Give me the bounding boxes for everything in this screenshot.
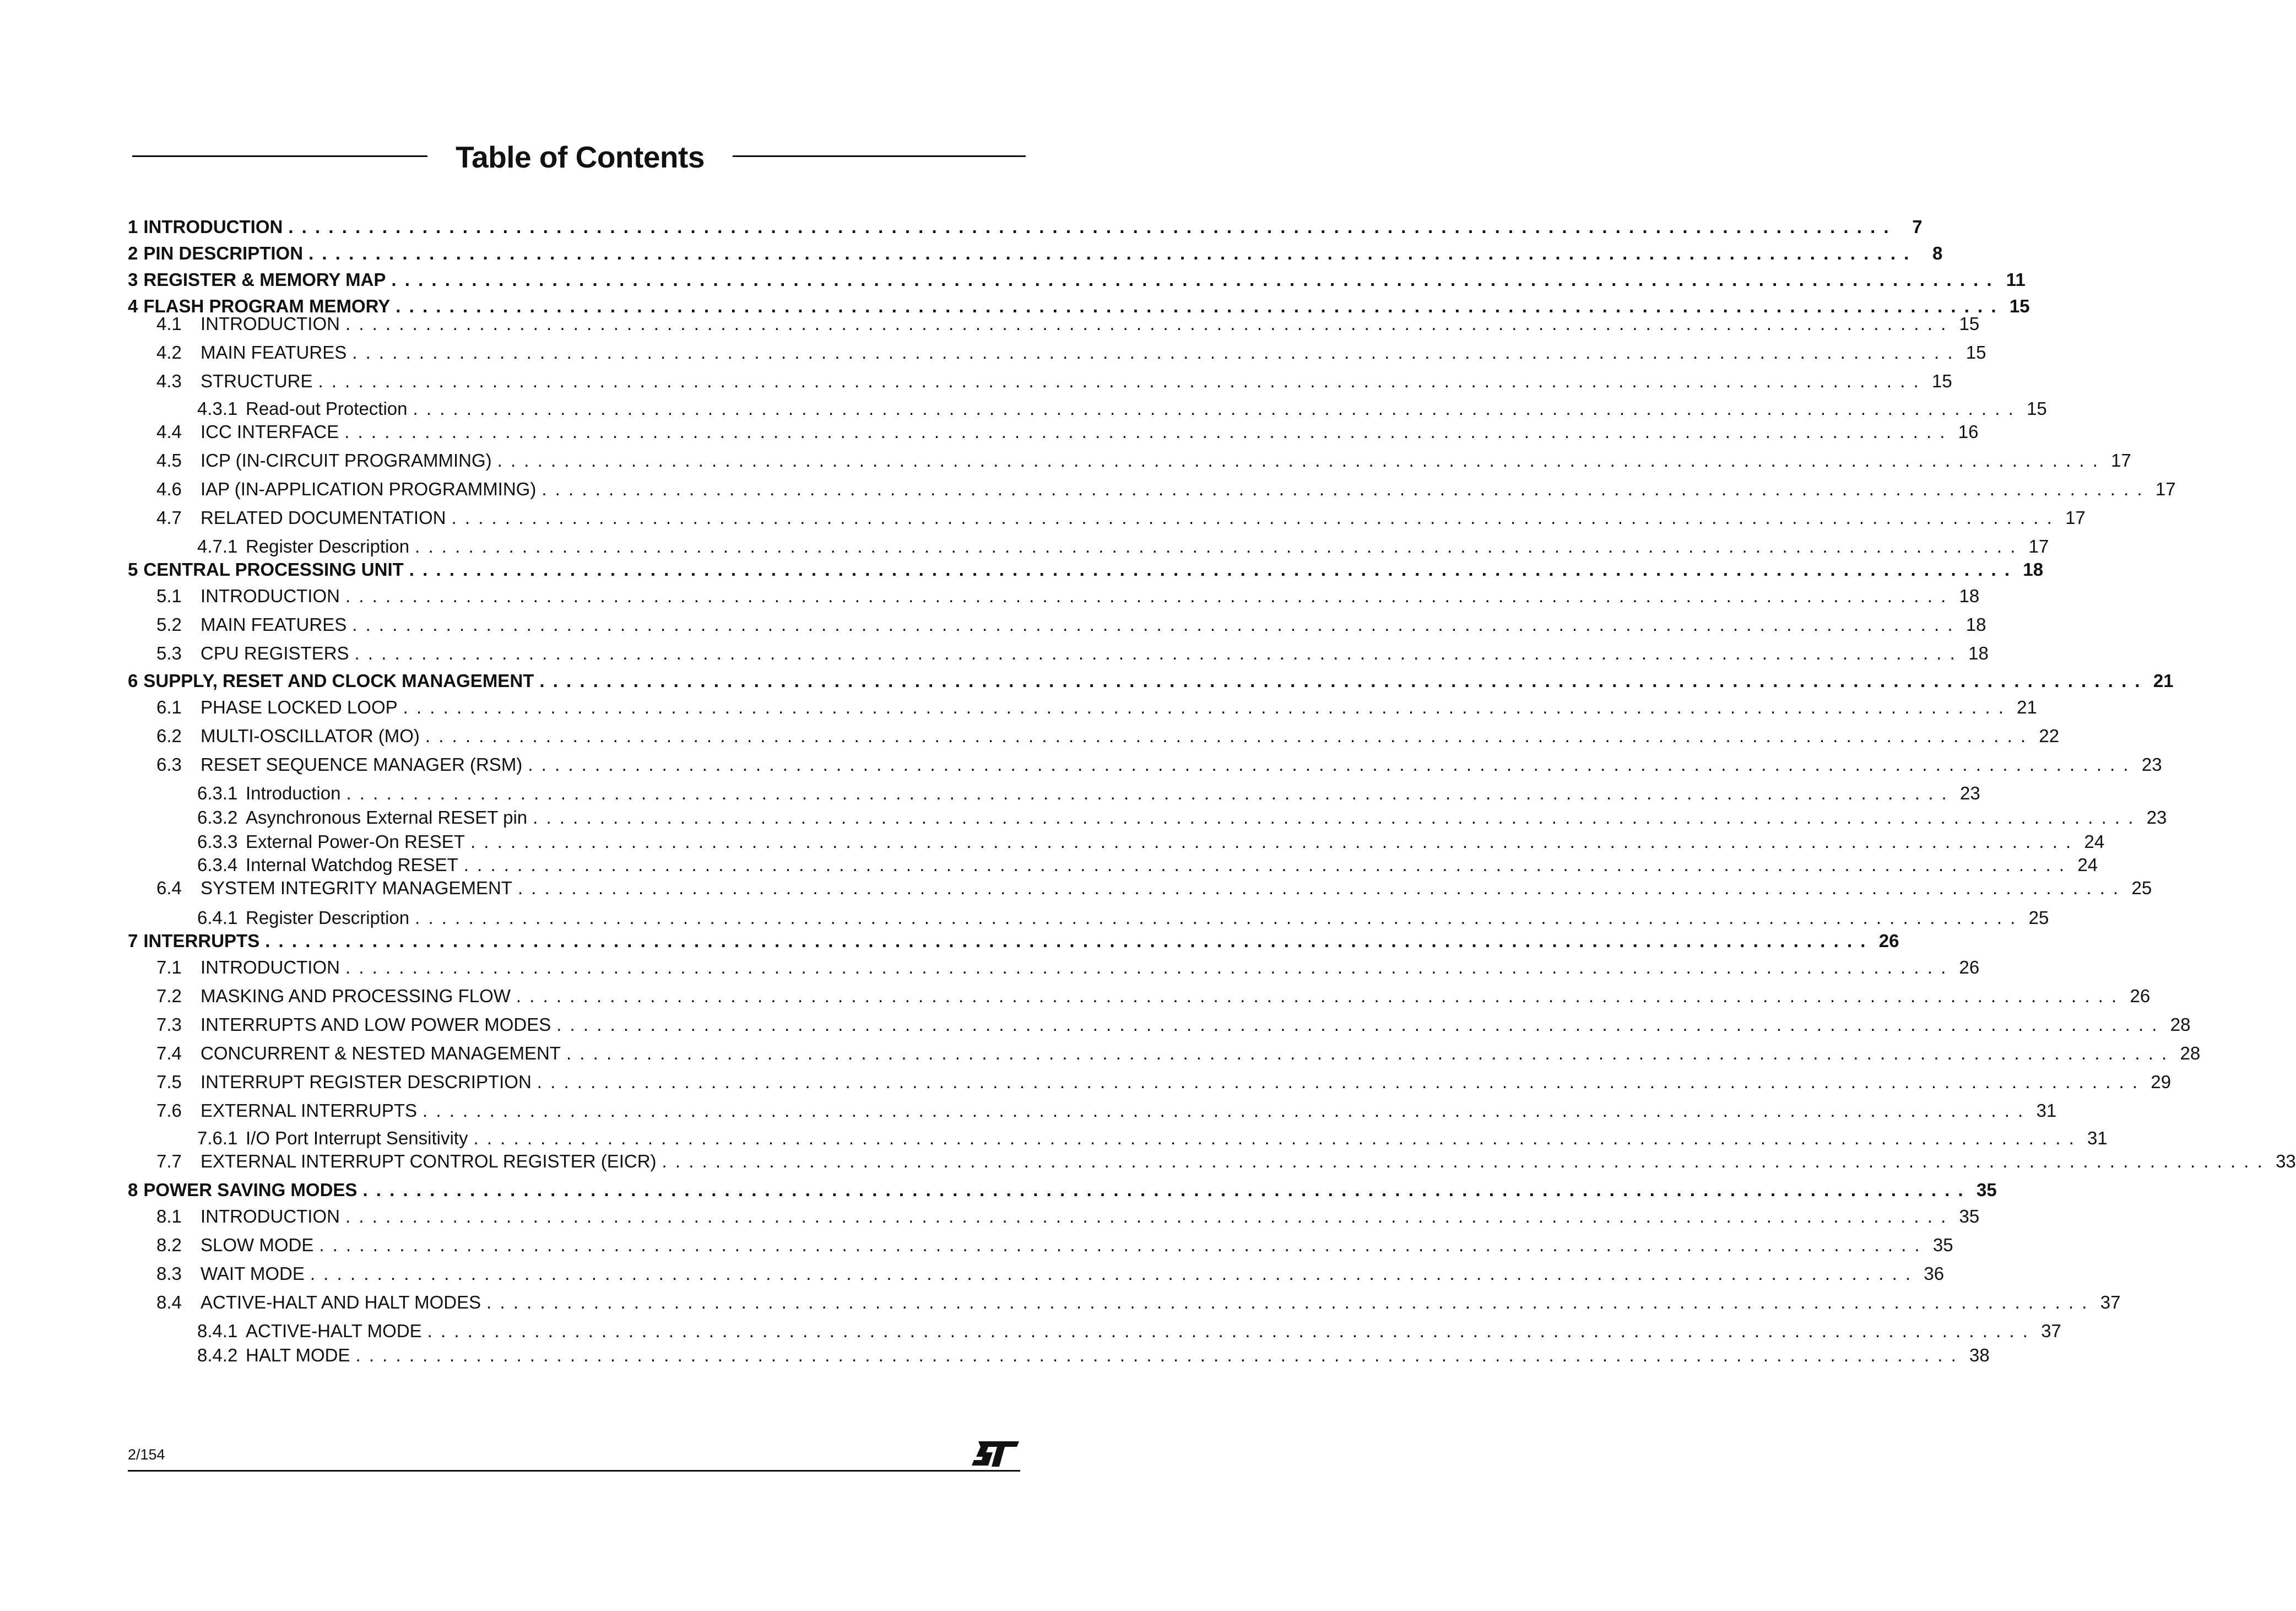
- toc-dot-leader: . . . . . . . . . . . . . . . . . . . . . . . . . . . . . . . . . . . . . . . . . . . . . . . . . . . . . . . . . . . . . . . . . . . . . . . . . . . . . . . . . . . . . . . . . . . . . . . . . . . . . . . . . . . . . . . . . . . . . . . .: [354, 643, 1957, 663]
- toc-dot-leader: . . . . . . . . . . . . . . . . . . . . . . . . . . . . . . . . . . . . . . . . . . . . . . . . . . . . . . . . . . . . . . . . . . . . . . . . . . . . . . . . . . . . . . . . . . . . . . . . . . . . . . . . . . . . . . . . . . . . . . . .: [352, 614, 1954, 635]
- toc-entry-title: Read-out Protection: [246, 398, 408, 419]
- toc-entry[interactable]: [128, 1071, 2172, 1093]
- toc-entry-title: MAIN FEATURES: [201, 614, 347, 635]
- toc-entry-number: 1: [128, 217, 138, 237]
- toc-dot-leader: . . . . . . . . . . . . . . . . . . . . . . . . . . . . . . . . . . . . . . . . . . . . . . . . . . . . . . . . . . . . . . . . . . . . . . . . . . . . . . . . . . . . . . . . . . . . . . . . . . . . . . . . . . . . . . . . . . . . . . . .: [396, 296, 1998, 316]
- toc-entry-page: 18: [1965, 614, 1986, 635]
- toc-entry[interactable]: [128, 1150, 2296, 1172]
- toc-entry-number: 4.7.1: [197, 536, 238, 556]
- toc-entry-page: 36: [1924, 1263, 1945, 1284]
- toc-entry-page: 26: [1959, 957, 1980, 977]
- toc-entry[interactable]: [128, 985, 2151, 1007]
- toc-entry-number: 4.6: [156, 479, 182, 499]
- toc-entry-title: REGISTER & MEMORY MAP: [143, 269, 386, 290]
- toc-entry[interactable]: [128, 507, 2086, 529]
- toc-dot-leader: . . . . . . . . . . . . . . . . . . . . . . . . . . . . . . . . . . . . . . . . . . . . . . . . . . . . . . . . . . . . . . . . . . . . . . . . . . . . . . . . . . . . . . . . . . . . . . . . . . . . . . . . . . . . . . . . . . . . . . . .: [344, 421, 1947, 442]
- toc-dot-leader: . . . . . . . . . . . . . . . . . . . . . . . . . . . . . . . . . . . . . . . . . . . . . . . . . . . . . . . . . . . . . . . . . . . . . . . . . . . . . . . . . . . . . . . . . . . . . . . . . . . . . . . . . . . . . . . . . . . . . . . .: [425, 726, 2028, 746]
- toc-dot-leader: . . . . . . . . . . . . . . . . . . . . . . . . . . . . . . . . . . . . . . . . . . . . . . . . . . . . . . . . . . . . . . . . . . . . . . . . . . . . . . . . . . . . . . . . . . . . . . . . . . . . . . . . . . . . . . . . . . . . . . . .: [470, 831, 2073, 852]
- toc-entry[interactable]: [128, 877, 2152, 899]
- toc-entry[interactable]: [128, 754, 2162, 776]
- toc-entry-page: 37: [2041, 1321, 2061, 1341]
- toc-dot-leader: . . . . . . . . . . . . . . . . . . . . . . . . . . . . . . . . . . . . . . . . . . . . . . . . . . . . . . . . . . . . . . . . . . . . . . . . . . . . . . . . . . . . . . . . . . . . . . . . . . . . . . . . . . . . . . . . . . . . . . . .: [486, 1292, 2089, 1312]
- toc-entry-page: 18: [1959, 586, 1980, 606]
- toc-entry-title: RESET SEQUENCE MANAGER (RSM): [201, 754, 523, 775]
- toc-entry-title: Register Description: [246, 536, 410, 556]
- toc-entry-title: SYSTEM INTEGRITY MANAGEMENT: [201, 878, 512, 898]
- toc-entry-page: 28: [2180, 1043, 2201, 1063]
- toc-entry-title: INTRODUCTION: [201, 957, 340, 977]
- toc-entry-number: 6.3.2: [197, 807, 238, 828]
- toc-entry-title: SUPPLY, RESET AND CLOCK MANAGEMENT: [143, 671, 534, 691]
- toc-entry-page: 15: [2009, 296, 2030, 316]
- toc-entry[interactable]: [128, 370, 1952, 392]
- toc-entry-number: 8.3: [156, 1263, 182, 1284]
- toc-dot-leader: . . . . . . . . . . . . . . . . . . . . . . . . . . . . . . . . . . . . . . . . . . . . . . . . . . . . . . . . . . . . . . . . . . . . . . . . . . . . . . . . . . . . . . . . . . . . . . . . . . . . . . . . . . . . . . . . . . . . . . . .: [345, 586, 1948, 606]
- toc-dot-leader: . . . . . . . . . . . . . . . . . . . . . . . . . . . . . . . . . . . . . . . . . . . . . . . . . . . . . . . . . . . . . . . . . . . . . . . . . . . . . . . . . . . . . . . . . . . . . . . . . . . . . . . . . . . . . . . . . . . . . . . .: [497, 450, 2099, 471]
- toc-entry-number: 4.3.1: [197, 398, 238, 419]
- toc-entry-number: 4: [128, 296, 138, 316]
- toc-entry-number: 2: [128, 243, 138, 263]
- toc-entry-title: RELATED DOCUMENTATION: [201, 507, 446, 528]
- toc-entry-page: 15: [1932, 371, 1952, 391]
- toc-entry-number: 5: [128, 559, 138, 580]
- toc-entry-page: 28: [2170, 1014, 2191, 1035]
- toc-dot-leader: . . . . . . . . . . . . . . . . . . . . . . . . . . . . . . . . . . . . . . . . . . . . . . . . . . . . . . . . . . . . . . . . . . . . . . . . . . . . . . . . . . . . . . . . . . . . . . . . . . . . . . . . . . . . . . . . . . . . . . . .: [265, 931, 1867, 951]
- toc-entry-title: INTRODUCTION: [143, 217, 283, 237]
- toc-entry[interactable]: [128, 269, 2026, 291]
- toc-entry-title: INTRODUCTION: [201, 1206, 340, 1226]
- toc-entry-page: 17: [2155, 479, 2176, 499]
- toc-entry-number: 8.4.1: [197, 1321, 238, 1341]
- toc-entry-number: 8.4.2: [197, 1345, 238, 1365]
- toc-entry-title: FLASH PROGRAM MEMORY: [143, 296, 391, 316]
- st-logo: [971, 1439, 1020, 1469]
- toc-dot-leader: . . . . . . . . . . . . . . . . . . . . . . . . . . . . . . . . . . . . . . . . . . . . . . . . . . . . . . . . . . . . . . . . . . . . . . . . . . . . . . . . . . . . . . . . . . . . . . . . . . . . . . . . . . . . . . . . . . . . . . . .: [318, 371, 1920, 391]
- toc-entry-number: 7.1: [156, 957, 182, 977]
- toc-entry-number: 6.2: [156, 726, 182, 746]
- toc-entry-title: INTRODUCTION: [201, 586, 340, 606]
- toc-entry-page: 29: [2151, 1072, 2172, 1092]
- toc-entry[interactable]: [128, 216, 1923, 238]
- toc-entry-number: 4.5: [156, 450, 182, 471]
- toc-entry[interactable]: [128, 1263, 1945, 1285]
- toc-entry[interactable]: [128, 907, 2049, 929]
- toc-dot-leader: . . . . . . . . . . . . . . . . . . . . . . . . . . . . . . . . . . . . . . . . . . . . . . . . . . . . . . . . . . . . . . . . . . . . . . . . . . . . . . . . . . . . . . . . . . . . . . . . . . . . . . . . . . . . . . . . . . . . . . . .: [345, 313, 1948, 334]
- toc-entry-page: 8: [1932, 243, 1943, 263]
- toc-entry-title: STRUCTURE: [201, 371, 313, 391]
- toc-dot-leader: . . . . . . . . . . . . . . . . . . . . . . . . . . . . . . . . . . . . . . . . . . . . . . . . . . . . . . . . . . . . . . . . . . . . . . . . . . . . . . . . . . . . . . . . . . . . . . . . . . . . . . . . . . . . . . . . . . . . . . . .: [566, 1043, 2169, 1063]
- toc-dot-leader: . . . . . . . . . . . . . . . . . . . . . . . . . . . . . . . . . . . . . . . . . . . . . . . . . . . . . . . . . . . . . . . . . . . . . . . . . . . . . . . . . . . . . . . . . . . . . . . . . . . . . . . . . . . . . . . . . . . . . . . .: [662, 1151, 2264, 1171]
- toc-entry[interactable]: [128, 342, 1986, 364]
- toc-entry-title: INTERRUPT REGISTER DESCRIPTION: [201, 1072, 532, 1092]
- toc-dot-leader: . . . . . . . . . . . . . . . . . . . . . . . . . . . . . . . . . . . . . . . . . . . . . . . . . . . . . . . . . . . . . . . . . . . . . . . . . . . . . . . . . . . . . . . . . . . . . . . . . . . . . . . . . . . . . . . . . . . . . . . .: [352, 342, 1954, 363]
- toc-entry[interactable]: [128, 398, 2047, 420]
- toc-entry-page: 7: [1912, 217, 1923, 237]
- toc-entry-title: Internal Watchdog RESET: [246, 855, 458, 875]
- toc-entry-number: 6.3.4: [197, 855, 238, 875]
- toc-entry-page: 35: [1932, 1235, 1953, 1255]
- toc-entry[interactable]: [128, 642, 1989, 664]
- toc-entry-page: 15: [1965, 342, 1986, 363]
- page-number: 2/154: [128, 1446, 165, 1463]
- toc-entry-number: 6.3.1: [197, 783, 238, 803]
- toc-entry-number: 4.2: [156, 342, 182, 363]
- toc-entry-page: 17: [2028, 536, 2049, 556]
- toc-entry-number: 4.4: [156, 421, 182, 442]
- toc-entry-number: 5.1: [156, 586, 182, 606]
- toc-entry-page: 18: [1968, 643, 1989, 663]
- toc-entry-number: 8.1: [156, 1206, 182, 1226]
- toc-entry-page: 21: [2153, 671, 2174, 691]
- toc-entry-title: EXTERNAL INTERRUPTS: [201, 1100, 418, 1121]
- toc-entry[interactable]: [128, 1205, 1980, 1228]
- toc-entry-number: 6.3: [156, 754, 182, 775]
- toc-dot-leader: . . . . . . . . . . . . . . . . . . . . . . . . . . . . . . . . . . . . . . . . . . . . . . . . . . . . . . . . . . . . . . . . . . . . . . . . . . . . . . . . . . . . . . . . . . . . . . . . . . . . . . . . . . . . . . . . . . . . . . . .: [528, 754, 2130, 775]
- toc-dot-leader: . . . . . . . . . . . . . . . . . . . . . . . . . . . . . . . . . . . . . . . . . . . . . . . . . . . . . . . . . . . . . . . . . . . . . . . . . . . . . . . . . . . . . . . . . . . . . . . . . . . . . . . . . . . . . . . . . . . . . . . .: [427, 1321, 2029, 1341]
- toc-entry-title: ACTIVE-HALT AND HALT MODES: [201, 1292, 481, 1312]
- toc-entry-title: WAIT MODE: [201, 1263, 305, 1284]
- toc-dot-leader: . . . . . . . . . . . . . . . . . . . . . . . . . . . . . . . . . . . . . . . . . . . . . . . . . . . . . . . . . . . . . . . . . . . . . . . . . . . . . . . . . . . . . . . . . . . . . . . . . . . . . . . . . . . . . . . . . . . . . . . .: [391, 269, 1994, 290]
- toc-entry-number: 8.2: [156, 1235, 182, 1255]
- toc-entry-title: CONCURRENT & NESTED MANAGEMENT: [201, 1043, 561, 1063]
- toc-entry-number: 7.6.1: [197, 1128, 238, 1148]
- toc-dot-leader: . . . . . . . . . . . . . . . . . . . . . . . . . . . . . . . . . . . . . . . . . . . . . . . . . . . . . . . . . . . . . . . . . . . . . . . . . . . . . . . . . . . . . . . . . . . . . . . . . . . . . . . . . . . . . . . . . . . . . . . .: [346, 783, 1948, 803]
- toc-entry-title: Register Description: [246, 907, 410, 928]
- toc-entry-number: 6.4.1: [197, 907, 238, 928]
- toc-entry-page: 16: [1958, 421, 1979, 442]
- toc-entry-page: 17: [2111, 450, 2131, 471]
- toc-entry-page: 18: [2023, 559, 2044, 580]
- toc-entry[interactable]: [128, 930, 1899, 952]
- toc-dot-leader: . . . . . . . . . . . . . . . . . . . . . . . . . . . . . . . . . . . . . . . . . . . . . . . . . . . . . . . . . . . . . . . . . . . . . . . . . . . . . . . . . . . . . . . . . . . . . . . . . . . . . . . . . . . . . . . . . . . . . . . .: [415, 536, 2017, 556]
- toc-entry-title: INTERRUPTS: [143, 931, 260, 951]
- toc-entry-title: External Power-On RESET: [246, 831, 465, 852]
- toc-entry-title: Introduction: [246, 783, 341, 803]
- toc-entry[interactable]: [128, 450, 2131, 472]
- toc-entry-page: 35: [1976, 1180, 1997, 1200]
- toc-dot-leader: . . . . . . . . . . . . . . . . . . . . . . . . . . . . . . . . . . . . . . . . . . . . . . . . . . . . . . . . . . . . . . . . . . . . . . . . . . . . . . . . . . . . . . . . . . . . . . . . . . . . . . . . . . . . . . . . . . . . . . . .: [319, 1235, 1921, 1255]
- toc-entry-title: INTERRUPTS AND LOW POWER MODES: [201, 1014, 551, 1035]
- toc-entry-title: I/O Port Interrupt Sensitivity: [246, 1128, 468, 1148]
- toc-entry-number: 6.3.3: [197, 831, 238, 852]
- toc-entry-page: 21: [2017, 697, 2037, 717]
- toc-entry[interactable]: [128, 956, 1980, 979]
- toc-entry-number: 4.1: [156, 313, 182, 334]
- toc-entry[interactable]: [128, 1042, 2201, 1064]
- toc-entry-title: PIN DESCRIPTION: [143, 243, 304, 263]
- toc-entry-title: MAIN FEATURES: [201, 342, 347, 363]
- toc-entry[interactable]: [128, 807, 2167, 829]
- toc-entry-number: 8.4: [156, 1292, 182, 1312]
- toc-dot-leader: . . . . . . . . . . . . . . . . . . . . . . . . . . . . . . . . . . . . . . . . . . . . . . . . . . . . . . . . . . . . . . . . . . . . . . . . . . . . . . . . . . . . . . . . . . . . . . . . . . . . . . . . . . . . . . . . . . . . . . . .: [362, 1180, 1965, 1200]
- toc-dot-leader: . . . . . . . . . . . . . . . . . . . . . . . . . . . . . . . . . . . . . . . . . . . . . . . . . . . . . . . . . . . . . . . . . . . . . . . . . . . . . . . . . . . . . . . . . . . . . . . . . . . . . . . . . . . . . . . . . . . . . . . .: [403, 697, 2005, 717]
- toc-entry-number: 6: [128, 671, 138, 691]
- toc-entry[interactable]: [128, 313, 1980, 335]
- toc-entry[interactable]: [128, 1014, 2191, 1036]
- toc-entry[interactable]: [128, 478, 2176, 500]
- toc-entry-title: ACTIVE-HALT MODE: [246, 1321, 422, 1341]
- toc-entry-number: 6.1: [156, 697, 182, 717]
- toc-entry-number: 5.2: [156, 614, 182, 635]
- toc-entry-title: SLOW MODE: [201, 1235, 314, 1255]
- toc-entry-page: 31: [2036, 1100, 2057, 1121]
- toc-entry-page: 38: [1969, 1345, 1990, 1365]
- toc-entry-page: 25: [2028, 907, 2049, 928]
- toc-entry-number: 7.2: [156, 986, 182, 1006]
- toc-dot-leader: . . . . . . . . . . . . . . . . . . . . . . . . . . . . . . . . . . . . . . . . . . . . . . . . . . . . . . . . . . . . . . . . . . . . . . . . . . . . . . . . . . . . . . . . . . . . . . . . . . . . . . . . . . . . . . . . . . . . . . . .: [345, 1206, 1948, 1226]
- toc-entry-page: 24: [2077, 855, 2098, 875]
- toc-entry[interactable]: [128, 585, 1980, 607]
- toc-entry[interactable]: [128, 782, 1980, 804]
- toc-dot-leader: . . . . . . . . . . . . . . . . . . . . . . . . . . . . . . . . . . . . . . . . . . . . . . . . . . . . . . . . . . . . . . . . . . . . . . . . . . . . . . . . . . . . . . . . . . . . . . . . . . . . . . . . . . . . . . . . . . . . . . . .: [537, 1072, 2140, 1092]
- toc-entry[interactable]: [128, 854, 2098, 876]
- toc-dot-leader: . . . . . . . . . . . . . . . . . . . . . . . . . . . . . . . . . . . . . . . . . . . . . . . . . . . . . . . . . . . . . . . . . . . . . . . . . . . . . . . . . . . . . . . . . . . . . . . . . . . . . . . . . . . . . . . . . . . . . . . .: [541, 479, 2144, 499]
- toc-entry-title: Asynchronous External RESET pin: [246, 807, 528, 828]
- toc-entry-page: 35: [1959, 1206, 1980, 1226]
- toc-entry[interactable]: [128, 1234, 1953, 1256]
- toc-entry-page: 23: [1960, 783, 1980, 803]
- toc-entry[interactable]: [128, 559, 2044, 581]
- toc-entry-page: 26: [1878, 931, 1899, 951]
- toc-entry-number: 7: [128, 931, 138, 951]
- toc-entry-title: HALT MODE: [246, 1345, 350, 1365]
- toc-entry-page: 23: [2141, 754, 2162, 775]
- toc-dot-leader: . . . . . . . . . . . . . . . . . . . . . . . . . . . . . . . . . . . . . . . . . . . . . . . . . . . . . . . . . . . . . . . . . . . . . . . . . . . . . . . . . . . . . . . . . . . . . . . . . . . . . . . . . . . . . . . . . . . . . . . .: [413, 398, 2015, 419]
- toc-entry-number: 3: [128, 269, 138, 290]
- toc-list: [128, 0, 2296, 1611]
- toc-entry-title: MULTI-OSCILLATOR (MO): [201, 726, 420, 746]
- toc-dot-leader: . . . . . . . . . . . . . . . . . . . . . . . . . . . . . . . . . . . . . . . . . . . . . . . . . . . . . . . . . . . . . . . . . . . . . . . . . . . . . . . . . . . . . . . . . . . . . . . . . . . . . . . . . . . . . . . . . . . . . . . .: [516, 986, 2119, 1006]
- toc-entry-number: 7.4: [156, 1043, 182, 1063]
- toc-entry-number: 8: [128, 1180, 138, 1200]
- toc-entry-title: POWER SAVING MODES: [143, 1180, 358, 1200]
- toc-dot-leader: . . . . . . . . . . . . . . . . . . . . . . . . . . . . . . . . . . . . . . . . . . . . . . . . . . . . . . . . . . . . . . . . . . . . . . . . . . . . . . . . . . . . . . . . . . . . . . . . . . . . . . . . . . . . . . . . . . . . . . . .: [308, 243, 1911, 263]
- toc-entry-page: 24: [2084, 831, 2105, 852]
- toc-entry[interactable]: [128, 614, 1986, 636]
- toc-entry-title: INTRODUCTION: [201, 313, 340, 334]
- footer-rule: [128, 1470, 1020, 1472]
- toc-entry-page: 25: [2131, 878, 2152, 898]
- toc-entry-page: 23: [2146, 807, 2167, 828]
- toc-entry-title: CENTRAL PROCESSING UNIT: [143, 559, 404, 580]
- toc-entry-page: 11: [2006, 269, 2026, 290]
- page-title: Table of Contents: [456, 140, 705, 174]
- toc-entry-number: 4.3: [156, 371, 182, 391]
- toc-entry[interactable]: [128, 696, 2037, 718]
- toc-entry-title: ICP (IN-CIRCUIT PROGRAMMING): [201, 450, 492, 471]
- toc-entry[interactable]: [128, 1320, 2061, 1342]
- toc-entry[interactable]: [128, 1100, 2057, 1122]
- toc-dot-leader: . . . . . . . . . . . . . . . . . . . . . . . . . . . . . . . . . . . . . . . . . . . . . . . . . . . . . . . . . . . . . . . . . . . . . . . . . . . . . . . . . . . . . . . . . . . . . . . . . . . . . . . . . . . . . . . . . . . . . . . .: [345, 957, 1948, 977]
- toc-entry-page: 22: [2039, 726, 2060, 746]
- toc-entry-page: 26: [2130, 986, 2151, 1006]
- toc-dot-leader: . . . . . . . . . . . . . . . . . . . . . . . . . . . . . . . . . . . . . . . . . . . . . . . . . . . . . . . . . . . . . . . . . . . . . . . . . . . . . . . . . . . . . . . . . . . . . . . . . . . . . . . . . . . . . . . . . . . . . . . .: [473, 1128, 2076, 1148]
- toc-dot-leader: . . . . . . . . . . . . . . . . . . . . . . . . . . . . . . . . . . . . . . . . . . . . . . . . . . . . . . . . . . . . . . . . . . . . . . . . . . . . . . . . . . . . . . . . . . . . . . . . . . . . . . . . . . . . . . . . . . . . . . . .: [556, 1014, 2159, 1035]
- toc-dot-leader: . . . . . . . . . . . . . . . . . . . . . . . . . . . . . . . . . . . . . . . . . . . . . . . . . . . . . . . . . . . . . . . . . . . . . . . . . . . . . . . . . . . . . . . . . . . . . . . . . . . . . . . . . . . . . . . . . . . . . . . .: [517, 878, 2120, 898]
- toc-dot-leader: . . . . . . . . . . . . . . . . . . . . . . . . . . . . . . . . . . . . . . . . . . . . . . . . . . . . . . . . . . . . . . . . . . . . . . . . . . . . . . . . . . . . . . . . . . . . . . . . . . . . . . . . . . . . . . . . . . . . . . . .: [533, 807, 2135, 828]
- toc-dot-leader: . . . . . . . . . . . . . . . . . . . . . . . . . . . . . . . . . . . . . . . . . . . . . . . . . . . . . . . . . . . . . . . . . . . . . . . . . . . . . . . . . . . . . . . . . . . . . . . . . . . . . . . . . . . . . . . . . . . . . . . .: [288, 217, 1891, 237]
- toc-entry-page: 31: [2087, 1128, 2108, 1148]
- toc-entry-number: 5.3: [156, 643, 182, 663]
- toc-entry[interactable]: [128, 725, 2060, 747]
- toc-entry-number: 7.6: [156, 1100, 182, 1121]
- toc-entry[interactable]: [128, 536, 2049, 558]
- toc-entry-title: IAP (IN-APPLICATION PROGRAMMING): [201, 479, 537, 499]
- toc-entry-page: 15: [2027, 398, 2047, 419]
- toc-entry-title: CPU REGISTERS: [201, 643, 349, 663]
- toc-entry[interactable]: [128, 1127, 2108, 1149]
- toc-entry[interactable]: [128, 1291, 2121, 1313]
- toc-entry-number: 7.5: [156, 1072, 182, 1092]
- toc-dot-leader: . . . . . . . . . . . . . . . . . . . . . . . . . . . . . . . . . . . . . . . . . . . . . . . . . . . . . . . . . . . . . . . . . . . . . . . . . . . . . . . . . . . . . . . . . . . . . . . . . . . . . . . . . . . . . . . . . . . . . . . .: [415, 907, 2017, 928]
- toc-entry-page: 15: [1959, 313, 1980, 334]
- toc-entry[interactable]: [128, 1179, 1997, 1201]
- toc-dot-leader: . . . . . . . . . . . . . . . . . . . . . . . . . . . . . . . . . . . . . . . . . . . . . . . . . . . . . . . . . . . . . . . . . . . . . . . . . . . . . . . . . . . . . . . . . . . . . . . . . . . . . . . . . . . . . . . . . . . . . . . .: [451, 507, 2054, 528]
- toc-entry-number: 7.3: [156, 1014, 182, 1035]
- toc-entry-page: 17: [2065, 507, 2086, 528]
- toc-entry-title: ICC INTERFACE: [201, 421, 339, 442]
- toc-entry-title: MASKING AND PROCESSING FLOW: [201, 986, 511, 1006]
- toc-dot-leader: . . . . . . . . . . . . . . . . . . . . . . . . . . . . . . . . . . . . . . . . . . . . . . . . . . . . . . . . . . . . . . . . . . . . . . . . . . . . . . . . . . . . . . . . . . . . . . . . . . . . . . . . . . . . . . . . . . . . . . . .: [463, 855, 2066, 875]
- toc-entry[interactable]: [128, 1344, 1990, 1366]
- toc-dot-leader: . . . . . . . . . . . . . . . . . . . . . . . . . . . . . . . . . . . . . . . . . . . . . . . . . . . . . . . . . . . . . . . . . . . . . . . . . . . . . . . . . . . . . . . . . . . . . . . . . . . . . . . . . . . . . . . . . . . . . . . .: [310, 1263, 1913, 1284]
- toc-dot-leader: . . . . . . . . . . . . . . . . . . . . . . . . . . . . . . . . . . . . . . . . . . . . . . . . . . . . . . . . . . . . . . . . . . . . . . . . . . . . . . . . . . . . . . . . . . . . . . . . . . . . . . . . . . . . . . . . . . . . . . . .: [409, 559, 2012, 580]
- toc-entry-title: EXTERNAL INTERRUPT CONTROL REGISTER (EICR): [201, 1151, 657, 1171]
- toc-entry-number: 4.7: [156, 507, 182, 528]
- toc-dot-leader: . . . . . . . . . . . . . . . . . . . . . . . . . . . . . . . . . . . . . . . . . . . . . . . . . . . . . . . . . . . . . . . . . . . . . . . . . . . . . . . . . . . . . . . . . . . . . . . . . . . . . . . . . . . . . . . . . . . . . . . .: [355, 1345, 1958, 1365]
- toc-dot-leader: . . . . . . . . . . . . . . . . . . . . . . . . . . . . . . . . . . . . . . . . . . . . . . . . . . . . . . . . . . . . . . . . . . . . . . . . . . . . . . . . . . . . . . . . . . . . . . . . . . . . . . . . . . . . . . . . . . . . . . . .: [539, 671, 2142, 691]
- toc-entry[interactable]: [128, 242, 1943, 264]
- toc-entry[interactable]: [128, 670, 2174, 692]
- toc-entry-title: PHASE LOCKED LOOP: [201, 697, 398, 717]
- toc-entry[interactable]: [128, 421, 1979, 443]
- toc-entry-page: 37: [2100, 1292, 2121, 1312]
- toc-entry-number: 6.4: [156, 878, 182, 898]
- toc-entry-page: 33: [2276, 1151, 2296, 1171]
- toc-dot-leader: . . . . . . . . . . . . . . . . . . . . . . . . . . . . . . . . . . . . . . . . . . . . . . . . . . . . . . . . . . . . . . . . . . . . . . . . . . . . . . . . . . . . . . . . . . . . . . . . . . . . . . . . . . . . . . . . . . . . . . . .: [423, 1100, 2025, 1121]
- toc-entry-number: 7.7: [156, 1151, 182, 1171]
- toc-entry[interactable]: [128, 831, 2105, 853]
